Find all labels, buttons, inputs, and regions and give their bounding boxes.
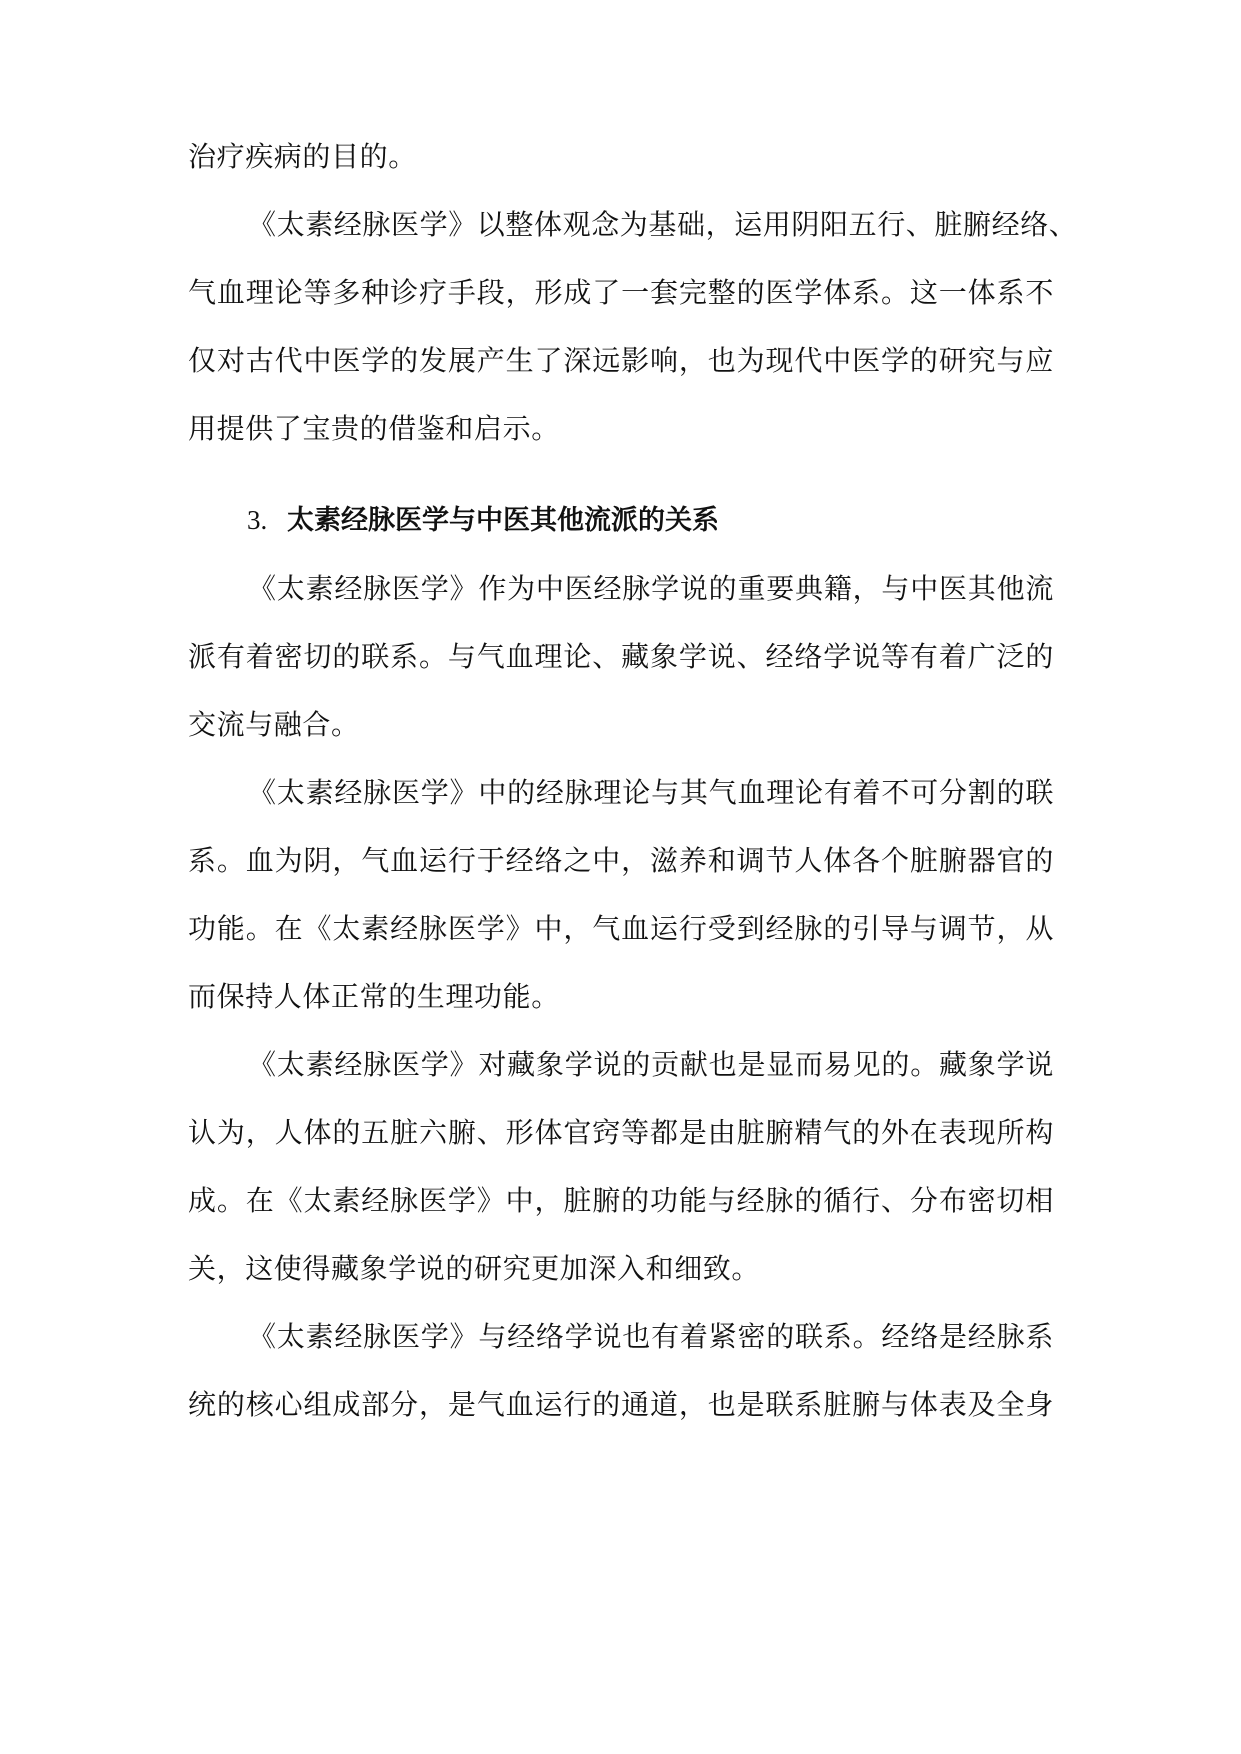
paragraph-line: 治疗疾病的目的。: [188, 140, 417, 173]
section-number: 3.: [247, 505, 268, 535]
paragraph-line: 《太素经脉医学》对藏象学说的贡献也是显而易见的。藏象学说: [248, 1048, 1054, 1081]
paragraph-line: 《太素经脉医学》与经络学说也有着紧密的联系。经络是经脉系: [248, 1320, 1054, 1353]
paragraph-line: 统的核心组成部分，是气血运行的通道，也是联系脏腑与体表及全身: [188, 1388, 1054, 1421]
paragraph-line: 用提供了宝贵的借鉴和启示。: [188, 412, 560, 445]
paragraph-line: 交流与融合。: [188, 708, 360, 741]
paragraph-line: 气血理论等多种诊疗手段，形成了一套完整的医学体系。这一体系不: [188, 276, 1054, 309]
section-title: 太素经脉医学与中医其他流派的关系: [287, 505, 719, 536]
paragraph-line: 系。血为阴，气血运行于经络之中，滋养和调节人体各个脏腑器官的: [188, 844, 1054, 877]
section-heading: [247, 498, 719, 542]
paragraph-line: 而保持人体正常的生理功能。: [188, 980, 560, 1013]
paragraph-line: 派有着密切的联系。与气血理论、藏象学说、经络学说等有着广泛的: [188, 640, 1054, 673]
paragraph-line: 成。在《太素经脉医学》中，脏腑的功能与经脉的循行、分布密切相: [188, 1184, 1054, 1217]
paragraph-line: 《太素经脉医学》中的经脉理论与其气血理论有着不可分割的联: [248, 776, 1054, 809]
paragraph-line: 仅对古代中医学的发展产生了深远影响，也为现代中医学的研究与应: [188, 344, 1054, 377]
paragraph-line: 认为，人体的五脏六腑、形体官窍等都是由脏腑精气的外在表现所构: [188, 1116, 1054, 1149]
paragraph-line: 功能。在《太素经脉医学》中，气血运行受到经脉的引导与调节，从: [188, 912, 1054, 945]
paragraph-line: 《太素经脉医学》以整体观念为基础，运用阴阳五行、脏腑经络、: [248, 208, 1078, 241]
paragraph-line: 关，这使得藏象学说的研究更加深入和细致。: [188, 1252, 761, 1285]
paragraph-line: 《太素经脉医学》作为中医经脉学说的重要典籍，与中医其他流: [248, 572, 1054, 605]
